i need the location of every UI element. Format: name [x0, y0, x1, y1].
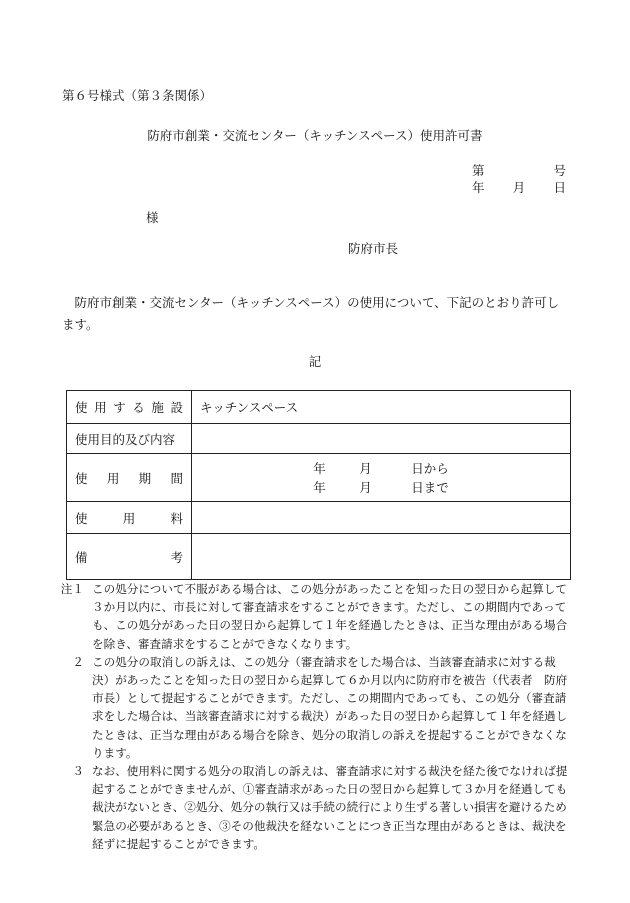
period-to-year: 年 [313, 479, 326, 495]
note-mark: ２ [72, 654, 84, 669]
label-char: 使 [75, 470, 88, 486]
note-text: なお、使用料に関する処分の取消しの訴えは、審査請求に対する裁決を経た後でなければ提起することができませんが、①審査請求があった日の翌日から起算して３か月を経過しても裁決がないとき、②処分、処分の執行又は手続の続行により生ずる著しい損害を避けるため緊急の必要があるとき、③その他裁決を経ないことにつき正当な理由があるときは、裁決を経ずに提起することができます。 [92, 764, 568, 851]
label-char: 使 [75, 400, 88, 415]
remarks-value[interactable] [192, 534, 571, 580]
period-from [200, 459, 562, 478]
label-char: 用 [106, 470, 120, 486]
label-char: 考 [170, 549, 183, 565]
period-value[interactable] [192, 454, 571, 502]
table-row-remarks [67, 534, 571, 580]
period-from-day: 日から [411, 460, 449, 476]
note-item [60, 762, 572, 853]
period-from-year: 年 [313, 460, 326, 476]
document-number [472, 161, 566, 179]
number-prefix: 第 [472, 163, 485, 178]
note-text: この処分について不服がある場合は、この処分があったことを知った日の翌日から起算して３か月以内に、市長に対して審査請求をすることができます。ただし、この期間内であっても、この処分があった日の翌日から起算して１年を経過したときは、正当な理由がある場合を除き、審査請求をすることができなくなります。 [92, 582, 568, 651]
note-item [60, 580, 572, 653]
period-label [67, 454, 192, 502]
note-mark: ３ [72, 764, 84, 779]
period-to-month: 月 [359, 479, 372, 495]
document-date [472, 178, 566, 196]
permit-table [66, 390, 571, 580]
label-char: 備 [75, 549, 88, 565]
facility-value: キッチンスペース [192, 391, 571, 424]
date-month: 月 [512, 180, 526, 195]
remarks-label [67, 534, 192, 580]
label-char: 間 [170, 470, 183, 486]
date-day: 日 [553, 180, 566, 195]
purpose-label: 使用目的及び内容 [67, 424, 192, 454]
note-mark: 注１ [60, 582, 84, 596]
purpose-value[interactable] [192, 424, 571, 454]
notes [60, 580, 572, 853]
label-char: 設 [170, 400, 183, 415]
label-char: 使 [75, 510, 88, 526]
note-item [60, 653, 572, 762]
number-suffix: 号 [553, 163, 566, 178]
label-char: 用 [94, 400, 107, 415]
fee-value[interactable] [192, 502, 571, 534]
note-text: この処分の取消しの訴えは、この処分（審査請求をした場合は、当該審査請求に対する裁決）があったことを知った日の翌日から起算して６か月以内に防府市を被告（代表者 防府市長）として提起することができます。ただし、この期間内であっても、この処分（審査請求をした場合は、当該審査請求に対する裁決）があった日の翌日から起算して１年を経過したときは、正当な理由がある場合を除き、処分の取消しの訴えを提起することができなくなります。 [92, 654, 568, 760]
period-to [200, 478, 562, 497]
label-char: 期 [138, 470, 152, 486]
table-row-purpose [67, 424, 571, 454]
period-to-day: 日まで [411, 479, 449, 495]
recipient: 様 [146, 210, 159, 225]
ki-heading: 記 [308, 354, 322, 369]
label-char: 料 [170, 510, 183, 526]
label-char: 用 [122, 510, 136, 526]
document-title: 防府市創業・交流センター（キッチンスペース）使用許可書 [147, 128, 483, 143]
form-number: 第６号様式（第３条関係） [62, 88, 213, 103]
issuer: 防府市長 [348, 241, 399, 256]
table-row-period [67, 454, 571, 502]
label-char: 施 [151, 400, 164, 415]
label-char: る [132, 400, 145, 415]
table-row-fee [67, 502, 571, 534]
body-text: 防府市創業・交流センター（キッチンスペース）の使用について、下記のとおり許可します。 [62, 295, 560, 332]
label-char: す [113, 400, 126, 415]
facility-label [67, 391, 192, 424]
period-from-month: 月 [359, 460, 372, 476]
date-year: 年 [472, 180, 485, 195]
table-row-facility [67, 391, 571, 424]
fee-label [67, 502, 192, 534]
